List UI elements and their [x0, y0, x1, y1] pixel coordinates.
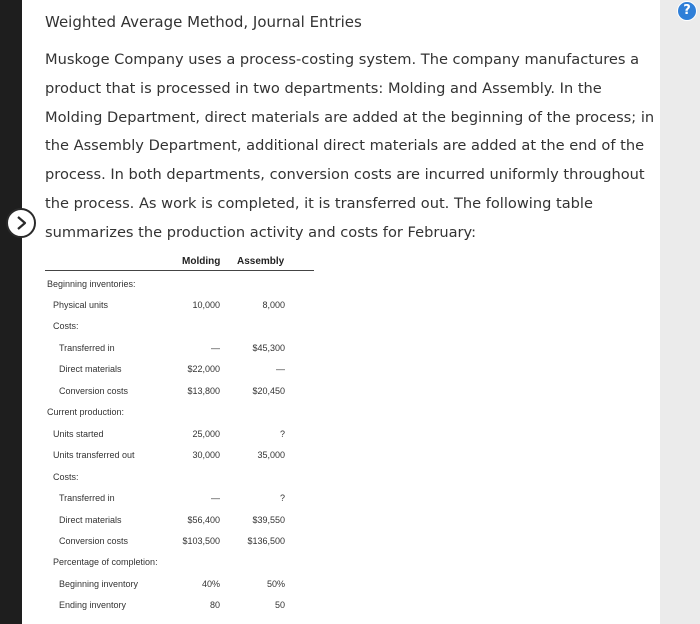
molding-value: —: [211, 493, 220, 503]
table-row: [22, 536, 322, 550]
right-gutter: [660, 0, 700, 624]
row-label: Ending inventory: [59, 600, 127, 610]
content-panel: [22, 0, 660, 624]
left-sidebar: [0, 0, 22, 624]
assembly-value: 8,000: [262, 300, 285, 310]
assembly-value: 50%: [266, 579, 285, 589]
molding-value: —: [211, 343, 220, 353]
assembly-value: ?: [279, 429, 285, 439]
problem-description: Muskoge Company uses a process-costing system. The company manufactures a product that is processed in two departments: Molding and Assembly. In the Molding Department, direct materials are added at the beginning of the process; in the Assembly Department, additional direct materials are added at the end of the process. In both departments, conversion costs are incurred uniformly throughout the process. As work is completed, it is transferred out. The following table summarizes the production activity and costs for February:: [45, 51, 655, 241]
table-row: [22, 386, 322, 400]
assembly-value: ?: [279, 493, 285, 503]
molding-value: $13,800: [187, 386, 220, 396]
row-label: Costs:: [53, 321, 79, 331]
molding-value: 25,000: [192, 429, 220, 439]
col-header-molding: Molding: [182, 256, 221, 267]
next-button[interactable]: [6, 208, 36, 238]
row-label: Transferred in: [59, 493, 115, 503]
molding-value: $56,400: [187, 515, 220, 525]
assembly-value: 35,000: [257, 450, 285, 460]
row-label: Costs:: [53, 472, 79, 482]
table-row: [22, 450, 322, 464]
table-row: [22, 579, 322, 593]
table-row: [22, 279, 322, 293]
molding-value: 80: [209, 600, 220, 610]
page-title: Weighted Average Method, Journal Entries: [45, 13, 362, 31]
assembly-value: $20,450: [252, 386, 285, 396]
col-header-assembly: Assembly: [237, 256, 285, 267]
row-label: Transferred in: [59, 343, 115, 353]
assembly-value: 50: [274, 600, 285, 610]
chevron-right-icon: [14, 216, 28, 230]
row-label: Direct materials: [59, 364, 122, 374]
row-label: Current production:: [47, 407, 125, 417]
table-row: [22, 493, 322, 507]
molding-value: $103,500: [182, 536, 220, 546]
assembly-value: —: [276, 364, 285, 374]
molding-value: $22,000: [187, 364, 220, 374]
molding-value: 30,000: [192, 450, 220, 460]
header-divider: [45, 270, 314, 271]
table-row: [22, 600, 322, 614]
row-label: Units started: [53, 429, 104, 439]
table-row: [22, 515, 322, 529]
assembly-value: $136,500: [247, 536, 285, 546]
table-row: [22, 300, 322, 314]
assembly-value: $45,300: [252, 343, 285, 353]
table-row: [22, 472, 322, 486]
table-row: [22, 343, 322, 357]
row-label: Beginning inventory: [59, 579, 139, 589]
table-row: [22, 321, 322, 335]
row-label: Conversion costs: [59, 536, 129, 546]
molding-value: 10,000: [192, 300, 220, 310]
row-label: Conversion costs: [59, 386, 129, 396]
row-label: Units transferred out: [53, 450, 135, 460]
table-row: [22, 364, 322, 378]
row-label: Direct materials: [59, 515, 122, 525]
molding-value: 40%: [201, 579, 220, 589]
help-icon[interactable]: ?: [677, 1, 697, 21]
row-label: Physical units: [53, 300, 109, 310]
table-row: [22, 407, 322, 421]
table-row: [22, 429, 322, 443]
assembly-value: $39,550: [252, 515, 285, 525]
table-row: [22, 557, 322, 571]
row-label: Percentage of completion:: [53, 557, 158, 567]
row-label: Beginning inventories:: [47, 279, 136, 289]
